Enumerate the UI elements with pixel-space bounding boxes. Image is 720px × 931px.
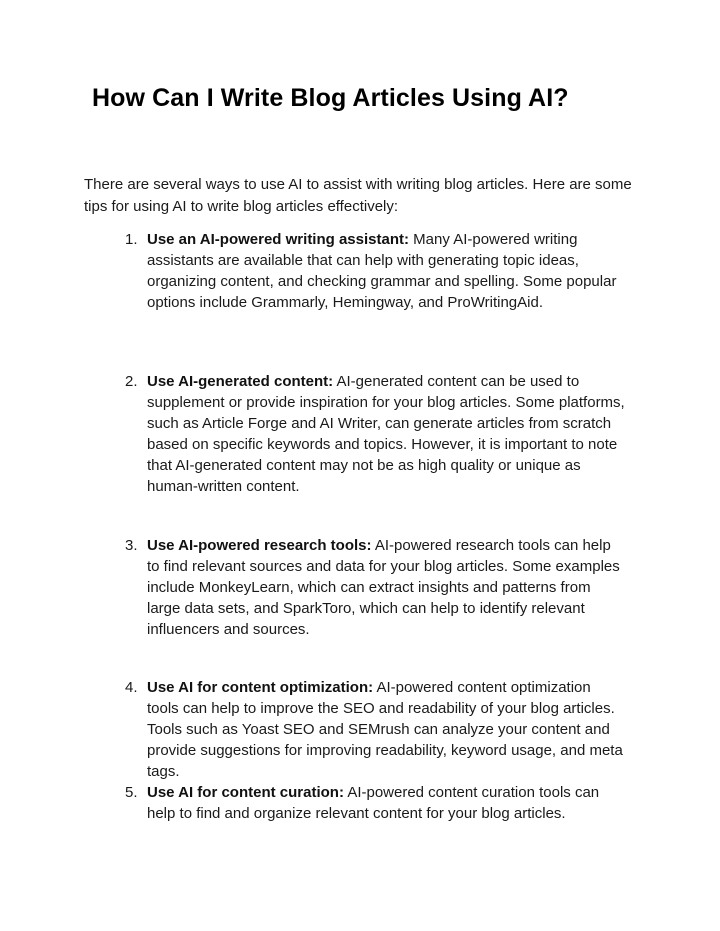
list-item-number: 5.: [125, 784, 138, 801]
list-item: [125, 371, 625, 497]
list-item: [125, 229, 625, 313]
list-item-body: [147, 677, 625, 782]
list-item-body: [147, 782, 625, 824]
list-item-text: Many AI-powered writing assistants are available that can help with generating topic ideas, organizing content, and checking grammar and spelling. Some popular options include Grammarly, Hemingway, and ProWritingAid.: [147, 231, 617, 311]
list-item-title: Use AI-generated content:: [147, 373, 334, 390]
intro-paragraph: There are several ways to use AI to assist with writing blog articles. Here are some tips for using AI to write blog articles effectively:: [84, 176, 632, 215]
list-item-number: 3.: [125, 537, 138, 554]
list-item-number: 2.: [125, 373, 138, 390]
list-item-title: Use AI for content curation:: [147, 784, 344, 801]
list-item: [125, 535, 625, 640]
list-item-text: AI-powered research tools can help to find relevant sources and data for your blog articles. Some examples include MonkeyLearn, which can extract insights and patterns from large data sets, and SparkToro, which can help to identify relevant influencers and sources.: [147, 537, 620, 638]
list-item-title: Use AI for content optimization:: [147, 679, 374, 696]
list-item: [125, 782, 625, 824]
list-item-number: 1.: [125, 231, 138, 248]
list-item-number: 4.: [125, 679, 138, 696]
list-item-body: [147, 371, 625, 497]
list-item-text: AI-powered content curation tools can help to find and organize relevant content for your blog articles.: [147, 784, 600, 822]
page-title: How Can I Write Blog Articles Using AI?: [92, 84, 569, 112]
list-item-title: Use an AI-powered writing assistant:: [147, 231, 409, 248]
list-item-body: [147, 229, 625, 313]
list-item-body: [147, 535, 625, 640]
list-item-text: AI-generated content can be used to supplement or provide inspiration for your blog articles. Some platforms, such as Article Forge and AI Writer, can generate articles from scratch based on specific keywords and topics. However, it is important to note that AI-generated content may not be as high quality or unique as human-written content.: [147, 373, 625, 495]
list-item-text: AI-powered content optimization tools can help to improve the SEO and readability of your blog articles. Tools such as Yoast SEO and SEMrush can analyze your content and provide suggestions for improving readability, keyword usage, and meta tags.: [147, 679, 623, 780]
list-item: [125, 677, 625, 782]
list-item-title: Use AI-powered research tools:: [147, 537, 372, 554]
